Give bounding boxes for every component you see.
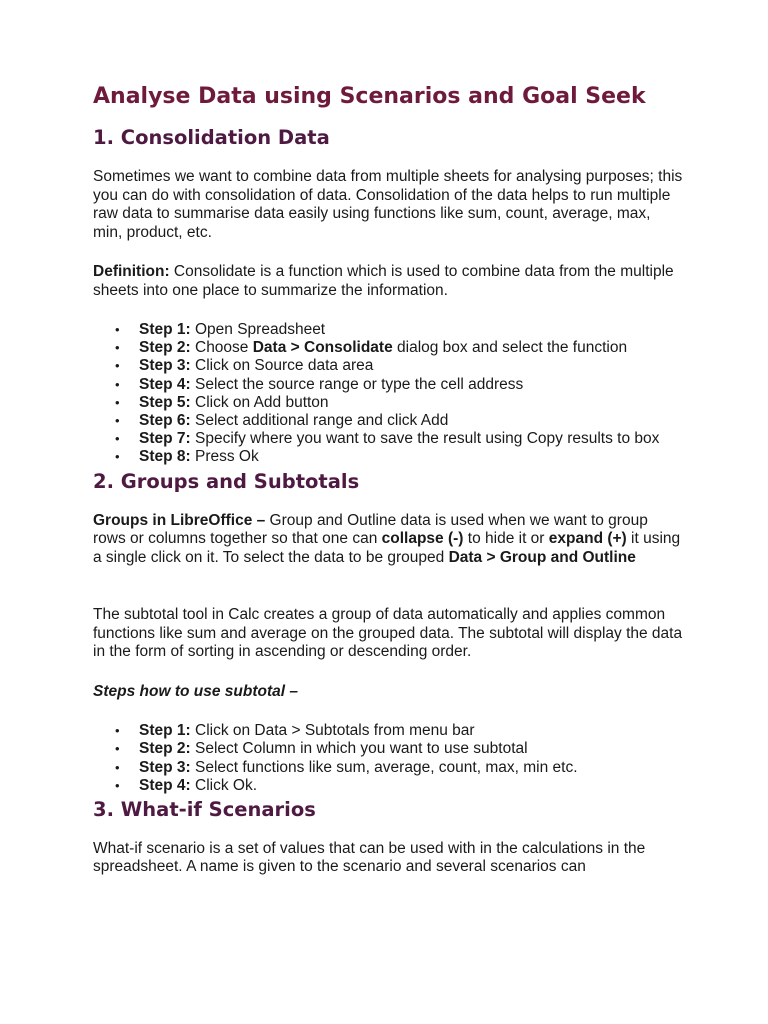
list-item — [139, 777, 683, 795]
step-label: Step 2: — [139, 740, 191, 758]
step-text: Select Column in which you want to use subtotal — [190, 740, 528, 758]
step-text: Select additional range and click Add — [190, 412, 449, 430]
list-item — [139, 394, 683, 412]
collapse-term: collapse (-) — [381, 530, 464, 548]
groups-paragraph — [93, 512, 683, 568]
list-item — [139, 448, 683, 466]
subtotal-steps-heading: Steps how to use subtotal – — [93, 682, 298, 700]
subtotal-paragraph: The subtotal tool in Calc creates a group of data automatically and applies common functions like sum and average on the grouped data. The subtotal will display the data in the form of sorting in ascending or descending order. — [93, 606, 683, 661]
menu-path: Data > Consolidate — [252, 339, 393, 357]
step-text: Choose — [190, 339, 253, 357]
document-title: Analyse Data using Scenarios and Goal Seek — [93, 84, 646, 109]
groups-text: Group and Outline data is used when we want to group rows or columns together so that one can — [93, 511, 648, 548]
step-text: Click on Source data area — [190, 357, 374, 375]
step-text: Click on Data > Subtotals from menu bar — [190, 722, 475, 740]
step-text: Open Spreadsheet — [190, 321, 326, 338]
whatif-intro-paragraph: What-if scenario is a set of values that can be used with in the calculations in the spreadsheet. A name is given to the scenario and several scenarios can — [93, 839, 646, 876]
step-text: Select the source range or type the cell address — [190, 375, 524, 393]
definition-label: Definition: — [93, 263, 170, 280]
list-item — [139, 759, 683, 777]
step-label: Step 5: — [139, 393, 191, 411]
step-label: Step 8: — [139, 448, 191, 466]
step-label: Step 2: — [139, 339, 191, 357]
section-heading-whatif: 3. What-if Scenarios — [93, 797, 316, 821]
step-text: Press Ok — [190, 448, 259, 466]
step-label: Step 1: — [139, 722, 191, 740]
step-label: Step 3: — [139, 357, 191, 375]
step-text: Specify where you want to save the result using Copy results to box — [190, 430, 660, 448]
step-label: Step 4: — [139, 776, 191, 794]
step-label: Step 3: — [139, 758, 191, 776]
groups-label: Groups in LibreOffice – — [93, 511, 266, 529]
groups-text: to hide it or — [463, 530, 549, 548]
step-label: Step 6: — [139, 412, 191, 430]
step-label: Step 7: — [139, 430, 191, 448]
section-heading-consolidation: 1. Consolidation Data — [93, 126, 330, 149]
consolidation-intro-paragraph: Sometimes we want to combine data from multiple sheets for analysing purposes; this you can do with consolidation of data. Consolidation of the data helps to run multiple raw data to summarise data easily using functions like sum, count, average, max, min, product, etc. — [93, 168, 683, 241]
step-label: Step 4: — [139, 375, 191, 393]
list-item — [139, 339, 683, 357]
list-item — [139, 376, 683, 394]
groups-text: it using a single click on it. To select the data to be grouped — [93, 530, 681, 566]
list-item — [139, 357, 683, 375]
list-item — [139, 740, 683, 758]
definition-text: Consolidate is a function which is used to combine data from the multiple sheets into one place to summarize the information. — [93, 263, 674, 299]
definition-paragraph — [93, 263, 683, 300]
list-item — [139, 321, 683, 339]
step-text: Click on Add button — [190, 393, 329, 411]
section-heading-groups: 2. Groups and Subtotals — [93, 469, 360, 493]
consolidation-steps-list — [93, 321, 683, 467]
list-item — [139, 722, 683, 740]
menu-path: Data > Group and Outline — [448, 548, 636, 566]
step-text: Select functions like sum, average, count, max, min etc. — [190, 758, 578, 776]
list-item — [139, 430, 683, 448]
list-item — [139, 412, 683, 430]
document-page — [93, 84, 683, 877]
subtotal-steps-list — [93, 722, 683, 795]
expand-term: expand (+) — [548, 530, 627, 548]
step-text: Click Ok. — [190, 776, 257, 794]
step-label: Step 1: — [139, 321, 191, 338]
step-text: dialog box and select the function — [392, 339, 628, 357]
